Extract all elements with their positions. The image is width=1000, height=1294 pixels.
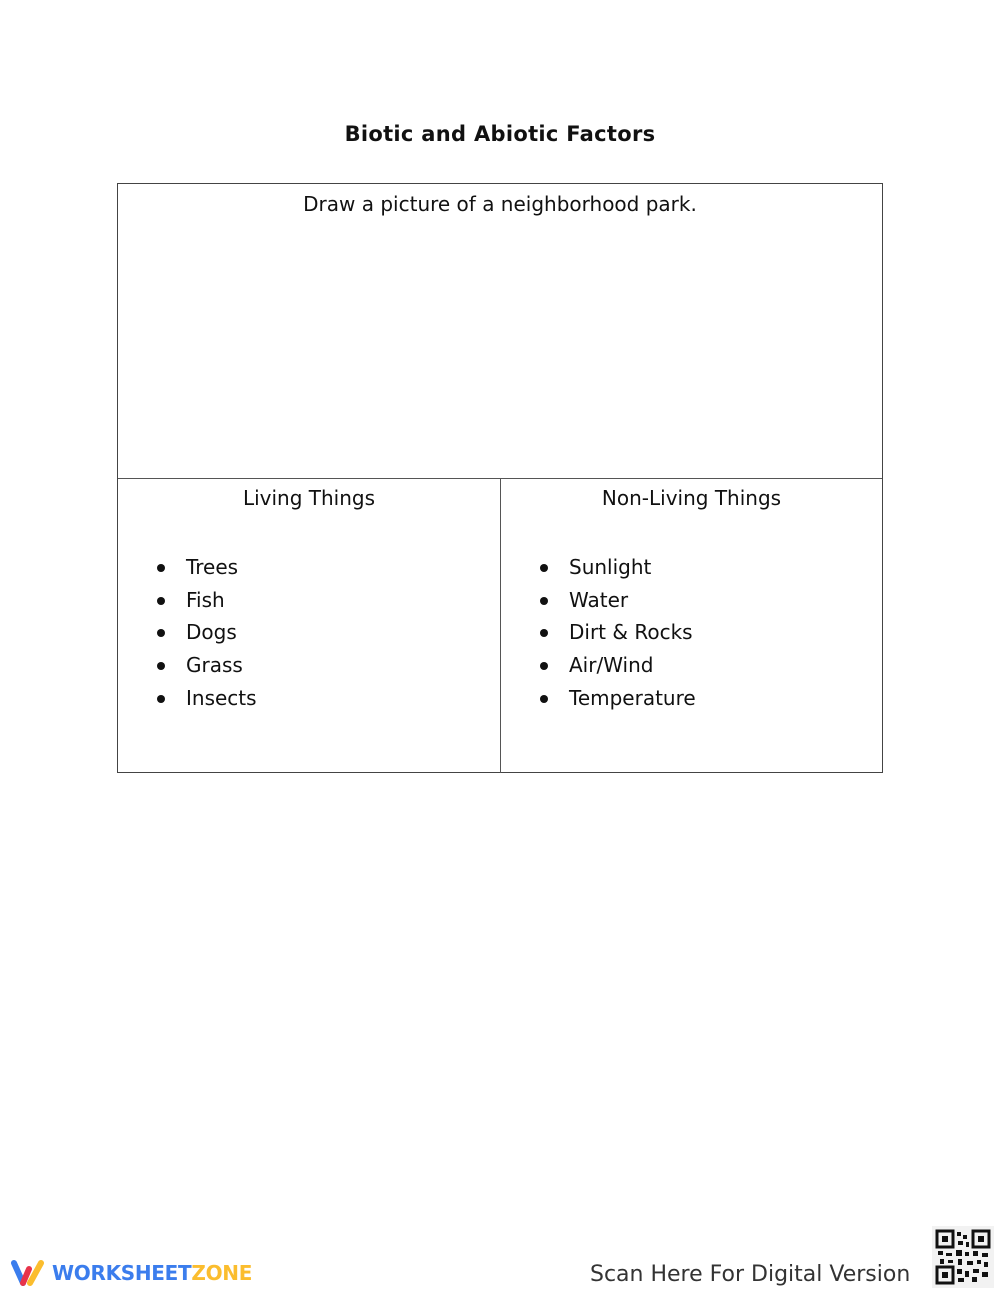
living-things-list (156, 551, 257, 714)
bullet-icon (540, 662, 548, 670)
bullet-icon (540, 695, 548, 703)
bullet-icon (540, 564, 548, 572)
list-item-label: Air/Wind (569, 653, 654, 678)
bullet-icon (540, 597, 548, 605)
logo-text-zone: ZONE (191, 1261, 253, 1285)
worksheet-table (117, 183, 883, 773)
list-item (156, 616, 257, 649)
worksheetzone-w-icon (10, 1259, 46, 1287)
living-things-header: Living Things (242, 486, 376, 510)
list-item-label: Dogs (186, 620, 237, 645)
list-item-label: Trees (186, 555, 239, 579)
bullet-icon (157, 662, 165, 670)
logo-text-worksheet: WORKSHEET (52, 1261, 192, 1285)
bullet-icon (157, 597, 165, 605)
non-living-things-header: Non-Living Things (601, 486, 782, 510)
list-item (156, 682, 257, 715)
drawing-prompt: Draw a picture of a neighborhood park. (303, 192, 697, 216)
list-item (539, 682, 696, 715)
list-item (156, 649, 257, 682)
list-item-label: Grass (186, 653, 243, 678)
bullet-icon (157, 629, 165, 637)
bullet-icon (157, 695, 165, 703)
list-item (156, 584, 257, 617)
list-item (539, 584, 696, 617)
worksheetzone-logo[interactable] (10, 1258, 252, 1288)
living-things-column (118, 479, 501, 773)
list-item (539, 616, 696, 649)
list-item-label: Sunlight (569, 555, 652, 579)
list-item (539, 551, 696, 584)
scan-instruction: Scan Here For Digital Version (590, 1262, 911, 1287)
list-item (539, 649, 696, 682)
bullet-icon (157, 564, 165, 572)
qr-code-icon[interactable] (932, 1226, 994, 1288)
list-item-label: Temperature (569, 685, 696, 710)
list-item-label: Dirt & Rocks (569, 620, 693, 645)
list-item-label: Insects (186, 685, 257, 710)
bullet-icon (540, 629, 548, 637)
list-item (156, 551, 257, 584)
drawing-area[interactable] (118, 184, 882, 479)
non-living-things-list (539, 551, 696, 714)
worksheet-title: Biotic and Abiotic Factors (344, 122, 656, 146)
list-item-label: Water (569, 587, 629, 612)
non-living-things-column (501, 479, 882, 773)
list-item-label: Fish (186, 587, 225, 612)
